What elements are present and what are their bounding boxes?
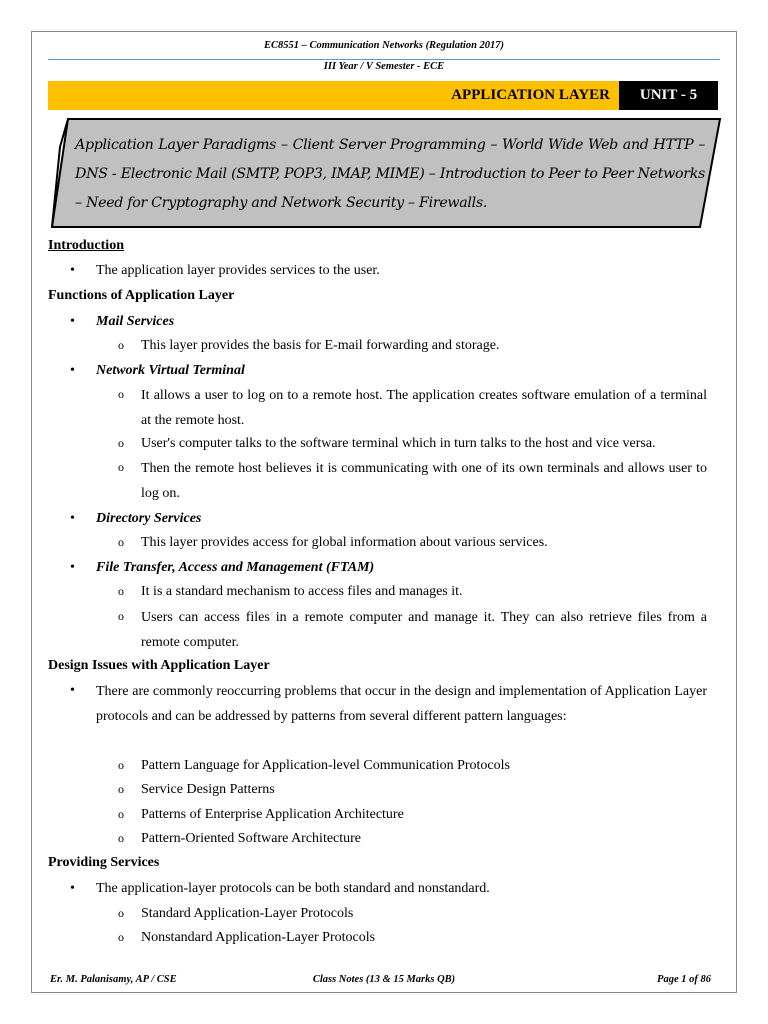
syllabus-text: Application Layer Paradigms – Client Server Programming – World Wide Web and HTTP – DNS - Electronic Mail (SMTP, POP3, IMAP, MIME) – Introduction to Peer to Peer Networks – Need for Cryptography and Network Security – Firewalls. [75,137,705,211]
design-pattern-3: Patterns of Enterprise Application Architecture [141,807,404,822]
bullet-icon: • [70,263,75,278]
bullet-icon: • [70,881,75,896]
design-text: There are commonly reoccurring problems that occur in the design and implementation of Application Layer protocols and can be addressed by patterns from several different pattern languages: [96,684,707,724]
services-text: The application-layer protocols can be both standard and nonstandard. [96,881,490,896]
ftam-text-1: It is a standard mechanism to access files and manages it. [141,584,463,599]
ftam-text-2: Users can access files in a remote computer and manage it. They can also retrieve files from a remote computer. [141,610,707,650]
sub-bullet-icon: o [118,782,124,796]
unit-label: UNIT - 5 [619,81,718,110]
footer-author: Er. M. Palanisamy, AP / CSE [50,974,177,985]
design-pattern-2: Service Design Patterns [141,782,275,797]
intro-text: The application layer provides services to the user. [96,263,380,278]
footer-page-number: Page 1 of 86 [657,974,711,985]
design-pattern-1: Pattern Language for Application-level Communication Protocols [141,758,510,773]
bullet-icon: • [70,560,75,575]
sub-bullet-icon: o [118,387,124,401]
heading-design-issues: Design Issues with Application Layer [48,658,270,673]
footer-notes: Class Notes (13 & 15 Marks QB) [312,974,456,985]
bullet-icon: • [70,511,75,526]
heading-introduction: Introduction [48,238,124,253]
sub-bullet-icon: o [118,930,124,944]
header-course: EC8551 – Communication Networks (Regulation 2017) [263,40,505,51]
unit-banner [48,81,718,110]
sub-bullet-icon: o [118,338,124,352]
heading-providing-services: Providing Services [48,855,160,870]
sub-bullet-icon: o [118,758,124,772]
sub-bullet-icon: o [118,831,124,845]
heading-functions: Functions of Application Layer [48,288,235,303]
header-year: III Year / V Semester - ECE [323,61,445,72]
directory-services-text: This layer provides access for global information about various services. [141,535,548,550]
services-item-1: Standard Application-Layer Protocols [141,906,354,921]
directory-services-title: Directory Services [96,511,202,526]
sub-bullet-icon: o [118,436,124,450]
nvt-text-1: It allows a user to log on to a remote host. The application creates software emulation of a terminal at the remote host. [141,388,707,428]
mail-services-text: This layer provides the basis for E-mail forwarding and storage. [141,338,500,353]
ftam-title: File Transfer, Access and Management (FTAM) [96,560,375,575]
nvt-text-3: Then the remote host believes it is communicating with one of its own terminals and allows user to log on. [141,461,707,501]
bullet-icon: • [70,363,75,378]
nvt-title: Network Virtual Terminal [96,363,245,378]
sub-bullet-icon: o [118,906,124,920]
header-rule [48,59,720,60]
banner-title: APPLICATION LAYER [451,87,610,103]
design-pattern-4: Pattern-Oriented Software Architecture [141,831,362,846]
bullet-icon: • [70,683,75,698]
sub-bullet-icon: o [118,807,124,821]
syllabus-box [50,117,722,229]
bullet-icon: • [70,314,75,329]
sub-bullet-icon: o [118,609,124,623]
mail-services-title: Mail Services [96,314,175,329]
sub-bullet-icon: o [118,460,124,474]
sub-bullet-icon: o [118,584,124,598]
nvt-text-2: User's computer talks to the software terminal which in turn talks to the host and vice versa. [141,436,656,451]
services-item-2: Nonstandard Application-Layer Protocols [141,930,376,945]
sub-bullet-icon: o [118,535,124,549]
